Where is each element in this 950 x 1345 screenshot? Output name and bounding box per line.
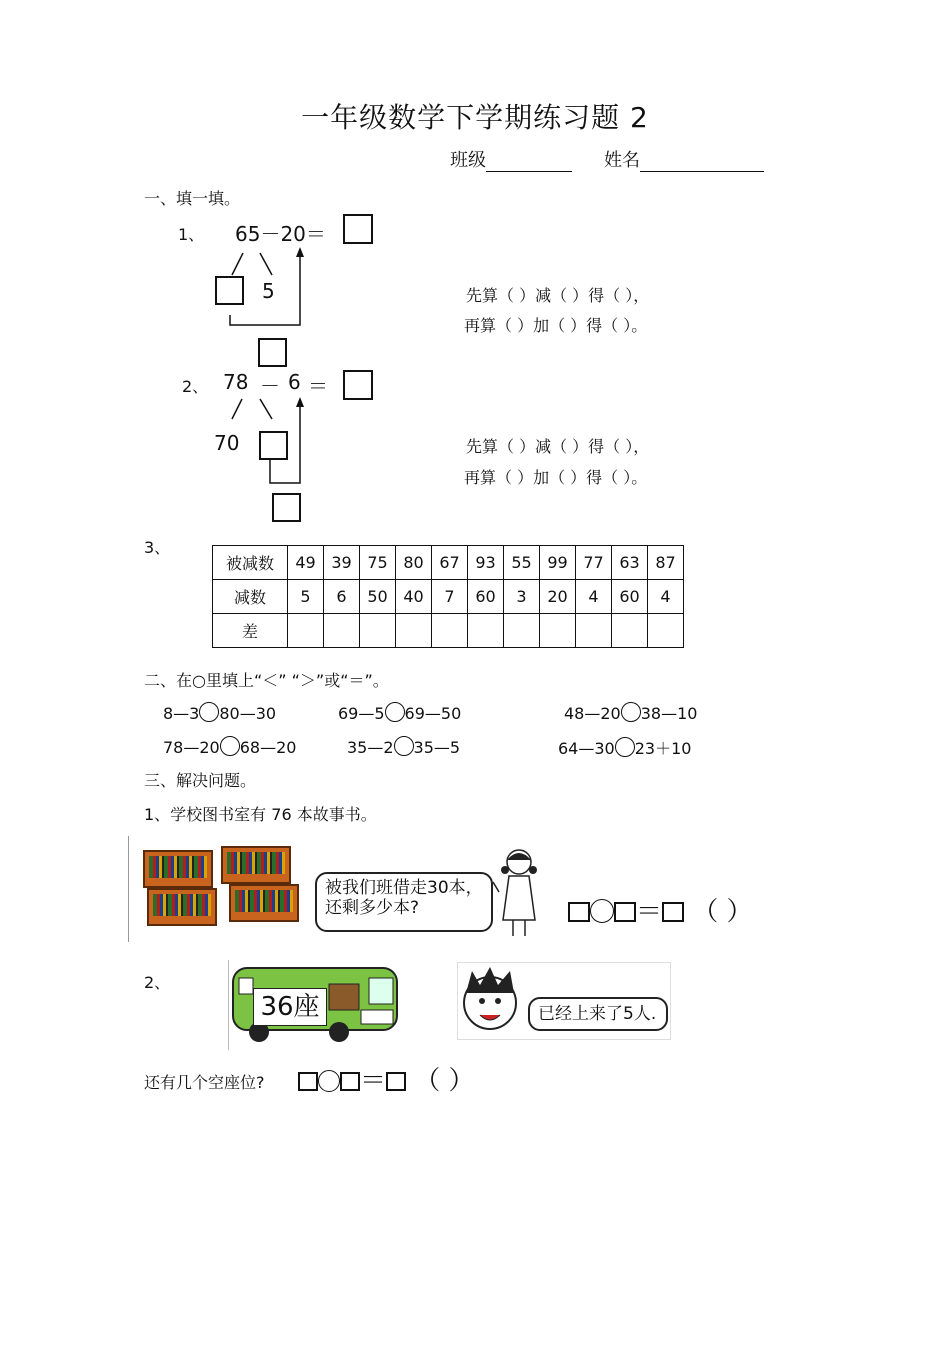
formula-box[interactable]: [386, 1072, 406, 1091]
compare-item: [338, 702, 461, 723]
table-cell: 60: [468, 580, 504, 614]
compare-circle[interactable]: [621, 702, 641, 722]
compare-right: 68—20: [239, 738, 297, 757]
boy-illustration: [457, 962, 671, 1040]
table-cell: 93: [468, 546, 504, 580]
problem1-formula: [568, 891, 753, 928]
formula-equals: ＝: [636, 897, 663, 927]
compare-item: [558, 736, 691, 759]
unit-paren: （ ）: [692, 897, 753, 927]
table-cell: 99: [540, 546, 576, 580]
table-cell: 39: [324, 546, 360, 580]
name-label: 姓名: [604, 150, 640, 171]
problem2-question: 还有几个空座位?: [144, 1073, 265, 1092]
problem2-number: 2、: [144, 973, 171, 992]
q2-part: 70: [214, 431, 240, 455]
table-row: [213, 546, 684, 580]
compare-item: [163, 736, 296, 757]
bookshelf-icon: [143, 850, 213, 888]
q2-step1: 先算（ ）减（ ）得（ ），: [466, 437, 650, 456]
formula-circle[interactable]: [590, 899, 614, 923]
compare-item: [163, 702, 276, 723]
compare-circle[interactable]: [385, 702, 405, 722]
q1-number: 1、: [178, 225, 205, 244]
compare-right: 38—10: [640, 704, 698, 723]
page-title: 一年级数学下学期练习题 2: [301, 101, 649, 134]
table-cell: 40: [396, 580, 432, 614]
compare-left: 69—5: [338, 704, 385, 723]
speech-bubble: 被我们班借走30本，还剩多少本?: [315, 872, 493, 932]
q2-eq: ＝: [308, 374, 328, 398]
compare-right: 23＋10: [634, 739, 692, 758]
q2-number: 2、: [182, 377, 209, 396]
q1-equation: [235, 218, 326, 247]
answer-cell[interactable]: [432, 614, 468, 648]
q2-left: 78: [223, 370, 249, 394]
q2-part-box[interactable]: [259, 431, 288, 460]
table-cell: 4: [648, 580, 684, 614]
answer-cell[interactable]: [648, 614, 684, 648]
formula-box[interactable]: [340, 1072, 360, 1091]
compare-left: 48—20: [564, 704, 621, 723]
compare-right: 80—30: [219, 704, 277, 723]
section3-heading: 三、解决问题。: [144, 771, 257, 790]
row-label: 被减数: [213, 546, 288, 580]
table-cell: 50: [360, 580, 396, 614]
table-cell: 7: [432, 580, 468, 614]
formula-box[interactable]: [662, 902, 684, 922]
answer-cell[interactable]: [288, 614, 324, 648]
boy-icon: [458, 965, 528, 1037]
subtraction-table: [212, 545, 684, 648]
answer-cell[interactable]: [396, 614, 432, 648]
formula-circle[interactable]: [318, 1070, 340, 1092]
answer-cell[interactable]: [360, 614, 396, 648]
answer-cell[interactable]: [576, 614, 612, 648]
section2-heading: 二、在○里填上“＜” “＞”或“＝”。: [144, 671, 389, 690]
section1-heading: 一、填一填。: [144, 189, 241, 208]
table-cell: 80: [396, 546, 432, 580]
table-cell: 4: [576, 580, 612, 614]
q1-part: 5: [262, 279, 275, 303]
table-cell: 75: [360, 546, 396, 580]
q1-right: 20: [280, 222, 306, 246]
name-field: [604, 146, 764, 172]
q1-answer-box[interactable]: [343, 214, 373, 244]
bookshelf-icon: [221, 846, 291, 884]
table-cell: 20: [540, 580, 576, 614]
answer-cell[interactable]: [324, 614, 360, 648]
formula-box[interactable]: [298, 1072, 318, 1091]
formula-box[interactable]: [614, 902, 636, 922]
row-label: 差: [213, 614, 288, 648]
answer-cell[interactable]: [468, 614, 504, 648]
class-field: [450, 146, 572, 172]
row-label: 减数: [213, 580, 288, 614]
unit-paren: （ ）: [414, 1066, 475, 1096]
q1-result-box[interactable]: [258, 338, 287, 367]
compare-left: 35—2: [347, 738, 394, 757]
table-cell: 6: [324, 580, 360, 614]
table-row: [213, 580, 684, 614]
q1-op: －: [260, 222, 281, 246]
q3-number: 3、: [144, 538, 171, 557]
class-label: 班级: [450, 150, 486, 171]
girl-icon: [491, 842, 549, 940]
bookshelf-icon: [229, 884, 299, 922]
table-cell: 3: [504, 580, 540, 614]
q2-op: －: [260, 374, 280, 398]
answer-cell[interactable]: [540, 614, 576, 648]
name-blank[interactable]: [640, 153, 764, 172]
compare-left: 8—3: [163, 704, 200, 723]
compare-item: [347, 736, 460, 757]
table-row: [213, 614, 684, 648]
compare-circle[interactable]: [220, 736, 240, 756]
q2-result-box[interactable]: [272, 493, 301, 522]
q1-left: 65: [235, 222, 261, 246]
bus-illustration: [228, 960, 405, 1050]
compare-circle[interactable]: [394, 736, 414, 756]
q2-step2: 再算（ ）加（ ）得（ ）。: [464, 468, 648, 487]
table-cell: 63: [612, 546, 648, 580]
table-cell: 87: [648, 546, 684, 580]
formula-box[interactable]: [568, 902, 590, 922]
bookshelf-icon: [147, 888, 217, 926]
speech-bubble: 已经上来了5人.: [528, 997, 668, 1031]
compare-right: 35—5: [413, 738, 461, 757]
problem2-formula: [298, 1060, 475, 1097]
table-cell: 77: [576, 546, 612, 580]
library-illustration: [128, 836, 551, 942]
problem1-text: 1、学校图书室有 76 本故事书。: [144, 805, 377, 824]
compare-left: 64—30: [558, 739, 615, 758]
compare-circle[interactable]: [199, 702, 219, 722]
table-cell: 67: [432, 546, 468, 580]
bus-seat-label: 36座: [253, 988, 327, 1026]
table-cell: 5: [288, 580, 324, 614]
q1-part-box[interactable]: [215, 276, 244, 305]
formula-equals: ＝: [360, 1066, 387, 1096]
answer-cell[interactable]: [504, 614, 540, 648]
class-blank[interactable]: [486, 153, 572, 172]
compare-circle[interactable]: [615, 737, 635, 757]
q1-step1: 先算（ ）减（ ）得（ ），: [466, 286, 650, 305]
compare-item: [564, 702, 697, 723]
compare-right: 69—50: [404, 704, 462, 723]
answer-cell[interactable]: [612, 614, 648, 648]
q1-step2: 再算（ ）加（ ）得（ ）。: [464, 316, 648, 335]
q2-answer-box[interactable]: [343, 370, 373, 400]
table-cell: 60: [612, 580, 648, 614]
q1-eq: ＝: [305, 222, 326, 246]
compare-left: 78—20: [163, 738, 220, 757]
table-cell: 55: [504, 546, 540, 580]
table-cell: 49: [288, 546, 324, 580]
q2-right: 6: [288, 370, 301, 394]
